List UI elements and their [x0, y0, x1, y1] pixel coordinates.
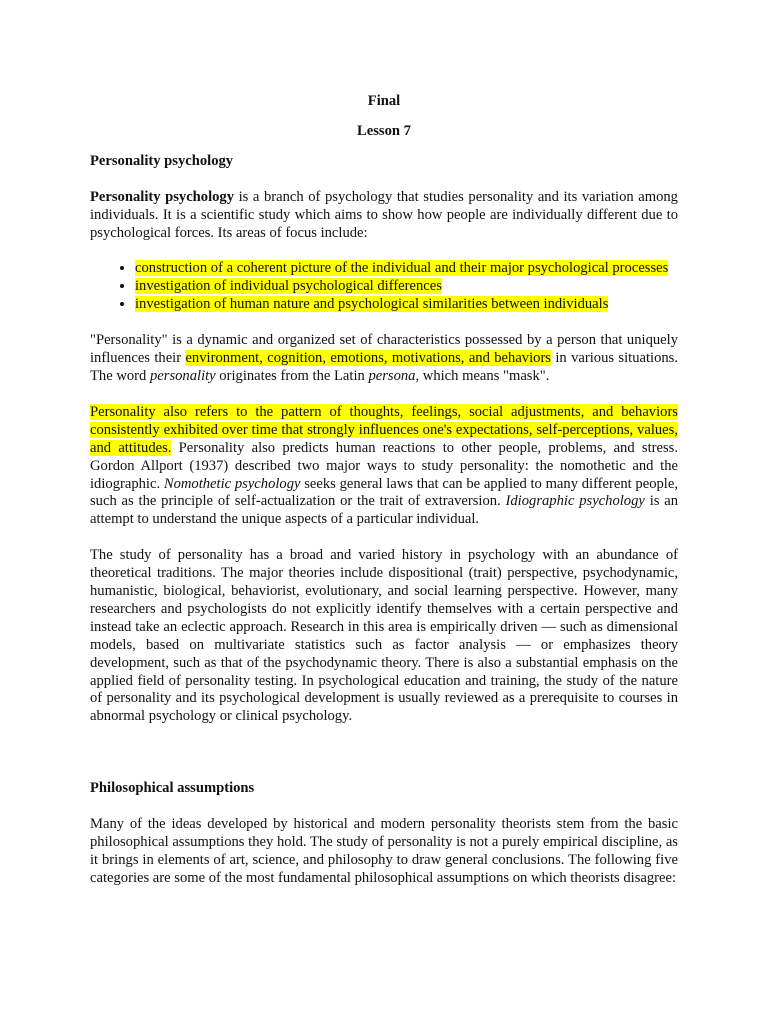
- text-span: , which means "mask".: [415, 367, 550, 384]
- personality-definition-paragraph: [90, 332, 678, 386]
- intro-paragraph: [90, 189, 678, 243]
- blank-space: [90, 744, 678, 780]
- italic-term: Nomothetic psychology: [163, 475, 301, 492]
- list-item: [135, 296, 678, 314]
- lesson-title: Lesson 7: [357, 122, 411, 139]
- focus-areas-list: [90, 260, 678, 314]
- text-span: originates from the Latin: [215, 367, 369, 384]
- intro-text: is a branch of psychology that studies personality and its variation among individuals. It is a scientific study which aims to show how people are individually different due to psychological forces. Its areas of focus include:: [90, 188, 678, 241]
- highlighted-text: investigation of individual psychological differences: [135, 278, 442, 295]
- highlighted-text: Personality also refers to the pattern of thoughts, feelings, social adjustments, and behaviors consistently exhibited over time that strongly influences one's expectations, self-perceptions, values, and attitudes.: [90, 403, 678, 456]
- history-paragraph: The study of personality has a broad and varied history in psychology with an abundance of theoretical traditions. The major theories include dispositional (trait) perspective, psychodynamic, humanistic, biological, behaviorist, evolutionary, and social learning perspective. However, many researchers and psychologists do not explicitly identify themselves with a certain perspective and instead take an eclectic approach. Research in this area is empirically driven — such as dimensional models, based on multivariate statistics such as factor analysis — or emphasizes theory development, such as that of the psychodynamic theory. There is also a substantial emphasis on the applied field of personality testing. In psychological education and training, the study of the nature of personality and its psychological development is usually reviewed as a prerequisite to courses in abnormal psychology or clinical psychology.: [90, 547, 678, 725]
- italic-term: Idiographic psychology: [505, 493, 645, 510]
- highlighted-text: environment, cognition, emotions, motivations, and behaviors: [185, 350, 551, 367]
- assumptions-paragraph: Many of the ideas developed by historical and modern personality theorists stem from the basic philosophical assumptions they hold. The study of personality is not a purely empirical discipline, as it brings in elements of art, science, and philosophy to draw general conclusions. The following five categories are some of the most fundamental philosophical assumptions on which theorists disagree:: [90, 816, 678, 886]
- text-span: seeks general laws that can be applied to many different people, such as the principle of self-actualization or the trait of extraversion.: [90, 475, 678, 510]
- text-span: "Personality" is a dynamic and organized set of characteristics possessed by a person that uniquely influences their: [90, 332, 678, 367]
- text-span: Personality also predicts human reactions to other people, problems, and stress. Gordon Allport (1937) described two major ways to study personality: the nomothetic and the idiographic.: [90, 439, 678, 492]
- highlighted-text: investigation of human nature and psychological similarities between individuals: [135, 296, 609, 313]
- highlighted-text: construction of a coherent picture of the individual and their major psychological processes: [135, 260, 669, 277]
- list-item: [135, 278, 678, 296]
- italic-term: persona: [368, 367, 416, 384]
- document-title: Final: [367, 93, 401, 109]
- section-heading-personality-psychology: Personality psychology: [90, 152, 234, 169]
- list-item: [135, 260, 678, 278]
- section-heading-philosophical-assumptions: Philosophical assumptions: [90, 780, 255, 797]
- text-span: is an attempt to understand the unique aspects of a particular individual.: [90, 493, 679, 528]
- pattern-paragraph: [90, 404, 678, 529]
- intro-term: Personality psychology: [90, 188, 235, 205]
- document-page: [90, 93, 678, 906]
- italic-term: personality: [149, 367, 216, 384]
- text-span: in various situations. The word: [90, 350, 679, 384]
